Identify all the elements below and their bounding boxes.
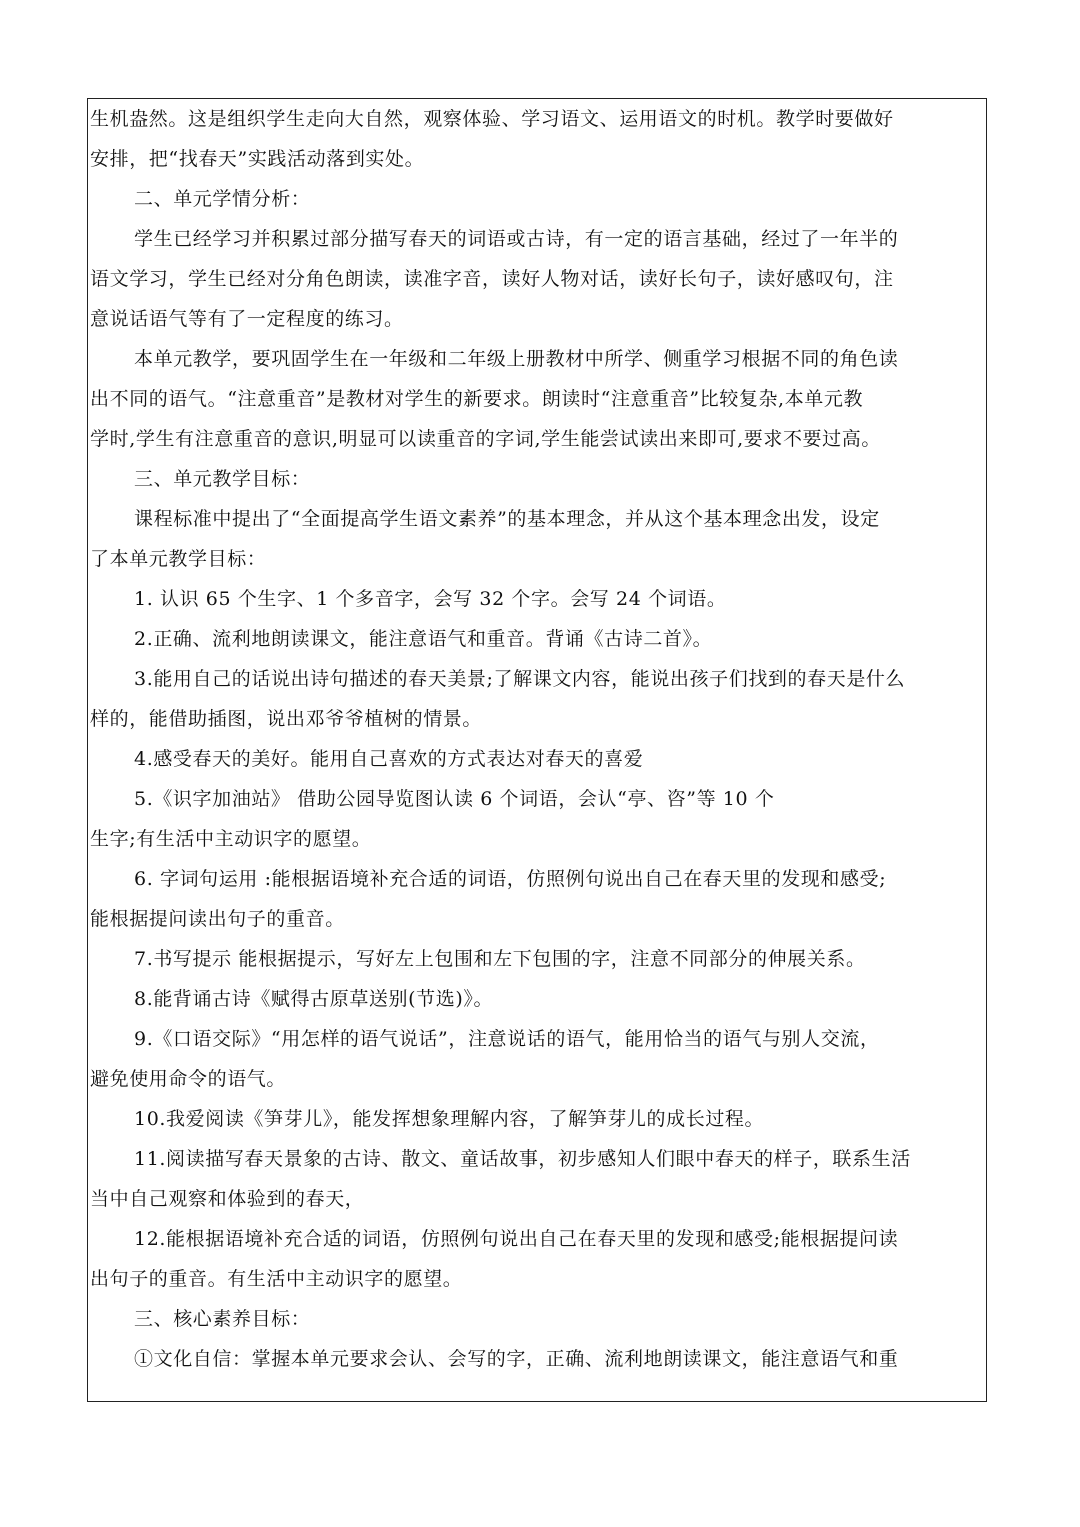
text-line: 生机盎然。这是组织学生走向大自然，观察体验、学习语文、运用语文的时机。教学时要做好	[90, 108, 894, 130]
text-line: 二、单元学情分析：	[134, 188, 311, 210]
text-line: 了本单元教学目标：	[90, 548, 267, 570]
document-table-cell	[87, 98, 987, 1402]
text-line: 安排，把“找春天”实践活动落到实处。	[90, 148, 425, 170]
text-line: 出句子的重音。有生活中主动识字的愿望。	[90, 1268, 463, 1290]
text-line: 9.《口语交际》“用怎样的语气说话”，注意说话的语气，能用恰当的语气与别人交流，	[134, 1028, 880, 1050]
text-line: 课程标准中提出了“全面提高学生语文素养”的基本理念，并从这个基本理念出发，设定	[134, 508, 880, 530]
text-line: 8.能背诵古诗《赋得古原草送别(节选)》。	[134, 988, 494, 1010]
text-line: 5.《识字加油站》 借助公园导览图认读 6 个词语，会认“亭、咨”等 10 个	[134, 788, 775, 810]
text-line: ①文化自信：掌握本单元要求会认、会写的字，正确、流利地朗读课文，能注意语气和重	[134, 1348, 899, 1370]
text-line: 2.正确、流利地朗读课文，能注意语气和重音。背诵《古诗二首》。	[134, 628, 713, 650]
text-line: 当中自己观察和体验到的春天，	[90, 1188, 365, 1210]
text-line: 三、核心素养目标：	[134, 1308, 311, 1330]
text-line: 学生已经学习并积累过部分描写春天的词语或古诗，有一定的语言基础，经过了一年半的	[134, 228, 899, 250]
text-line: 3.能用自己的话说出诗句描述的春天美景;了解课文内容，能说出孩子们找到的春天是什么	[134, 668, 906, 690]
text-line: 避免使用命令的语气。	[90, 1068, 287, 1090]
text-line: 三、单元教学目标：	[134, 468, 311, 490]
text-line: 学时,学生有注意重音的意识,明显可以读重音的字词,学生能尝试读出来即可,要求不要过高。	[90, 428, 881, 450]
text-line: 能根据提问读出句子的重音。	[90, 908, 345, 930]
text-line: 生字;有生活中主动识字的愿望。	[90, 828, 372, 850]
text-line: 意说话语气等有了一定程度的练习。	[90, 308, 404, 330]
text-line: 出不同的语气。“注意重音”是教材对学生的新要求。朗读时“注意重音”比较复杂,本单元教	[90, 388, 864, 410]
text-line: 6. 字词句运用 :能根据语境补充合适的词语，仿照例句说出自己在春天里的发现和感受;	[134, 868, 887, 890]
text-line: 语文学习，学生已经对分角色朗读，读准字音，读好人物对话，读好长句子，读好感叹句，注	[90, 268, 894, 290]
text-line: 12.能根据语境补充合适的词语，仿照例句说出自己在春天里的发现和感受;能根据提问读	[134, 1228, 899, 1250]
text-line: 7.书写提示 能根据提示，写好左上包围和左下包围的字，注意不同部分的伸展关系。	[134, 948, 866, 970]
text-line: 1. 认识 65 个生字、1 个多音字，会写 32 个字。会写 24 个词语。	[134, 588, 727, 610]
text-line: 本单元教学，要巩固学生在一年级和二年级上册教材中所学、侧重学习根据不同的角色读	[134, 348, 899, 370]
text-line: 10.我爱阅读《笋芽儿》，能发挥想象理解内容，了解笋芽儿的成长过程。	[134, 1108, 765, 1130]
document-body	[88, 99, 988, 1379]
text-line: 样的，能借助插图，说出邓爷爷植树的情景。	[90, 708, 483, 730]
text-line: 11.阅读描写春天景象的古诗、散文、童话故事，初步感知人们眼中春天的样子，联系生活	[134, 1148, 911, 1170]
text-line: 4.感受春天的美好。能用自己喜欢的方式表达对春天的喜爱	[134, 748, 644, 770]
